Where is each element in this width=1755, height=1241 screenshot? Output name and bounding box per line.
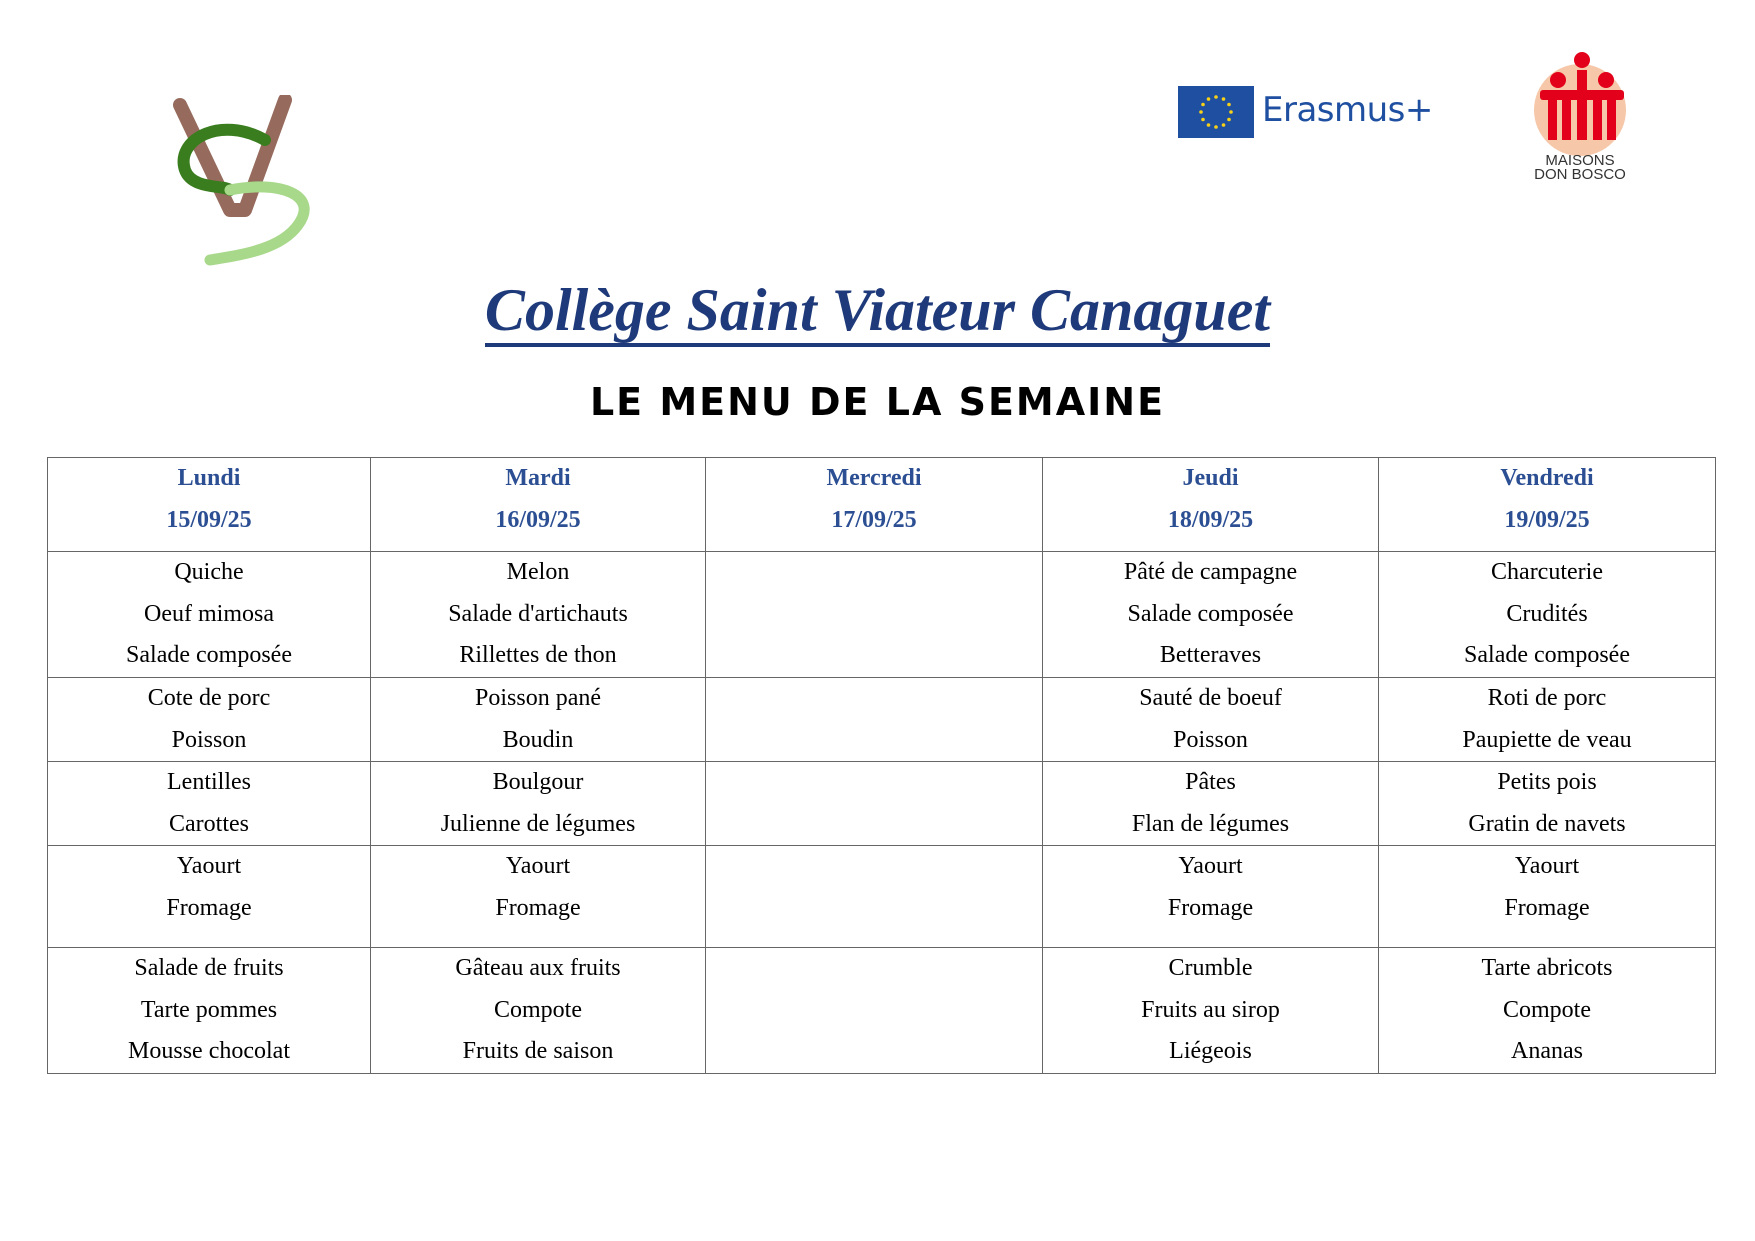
day-date: 17/09/25 [831, 506, 917, 533]
eu-star-icon [1229, 110, 1233, 114]
day-header-vendredi [1379, 458, 1716, 552]
menu-row-dessert [48, 948, 1716, 1074]
menu-item: Compote [494, 996, 582, 1023]
page-title-text: Collège Saint Viateur Canaguet [485, 277, 1270, 347]
menu-item: Mousse chocolat [128, 1038, 290, 1064]
menu-item: Gratin de navets [1468, 810, 1626, 837]
menu-cell [1043, 948, 1379, 1074]
menu-item: Fruits au sirop [1141, 996, 1280, 1023]
menu-row-laitage [48, 846, 1716, 948]
menu-item: Poisson [171, 726, 247, 753]
menu-item: Sauté de boeuf [1139, 685, 1282, 711]
day-date: 16/09/25 [495, 506, 581, 533]
menu-item: Salade composée [126, 642, 292, 668]
menu-cell [1043, 762, 1379, 846]
csv-logo-icon [170, 95, 330, 275]
menu-item: Poisson pané [475, 685, 601, 711]
menu-cell [48, 552, 371, 678]
don-bosco-logo-icon [1520, 50, 1640, 183]
menu-cell [1379, 948, 1716, 1074]
menu-cell [706, 948, 1043, 1074]
menu-item: Fromage [1167, 894, 1254, 921]
menu-item: Boulgour [492, 769, 584, 795]
eu-star-icon [1227, 118, 1231, 122]
page-title [0, 276, 1755, 345]
day-header-jeudi [1043, 458, 1379, 552]
page-subtitle: LE MENU DE LA SEMAINE [589, 380, 1166, 424]
menu-item: Gâteau aux fruits [455, 955, 621, 981]
menu-item: Quiche [174, 559, 244, 585]
menu-item: Boudin [502, 726, 574, 753]
menu-item: Salade d'artichauts [448, 600, 628, 627]
menu-table [47, 457, 1716, 1074]
eu-star-icon [1222, 123, 1226, 127]
day-header-row [48, 458, 1716, 552]
don-bosco-line-2: DON BOSCO [1534, 166, 1626, 183]
eu-star-icon [1199, 110, 1203, 114]
menu-item: Carottes [169, 810, 249, 837]
menu-item: Poisson [1173, 726, 1248, 753]
menu-cell [48, 678, 371, 762]
menu-row-entree [48, 552, 1716, 678]
menu-cell [371, 552, 706, 678]
erasmus-logo [1178, 86, 1438, 142]
menu-row-accompagnement [48, 762, 1716, 846]
menu-item: Salade composée [1127, 600, 1294, 627]
menu-cell [706, 678, 1043, 762]
day-date: 18/09/25 [1167, 506, 1254, 533]
menu-cell [48, 846, 371, 948]
menu-cell [371, 762, 706, 846]
menu-row-plat [48, 678, 1716, 762]
menu-cell [1379, 846, 1716, 948]
menu-item: Charcuterie [1491, 559, 1603, 585]
menu-item: Rillettes de thon [459, 642, 617, 668]
menu-cell [48, 762, 371, 846]
menu-item: Yaourt [505, 853, 571, 879]
menu-item: Flan de légumes [1131, 810, 1290, 837]
menu-cell [48, 948, 371, 1074]
menu-item: Julienne de légumes [440, 810, 636, 837]
day-header-lundi [48, 458, 371, 552]
menu-item: Melon [506, 559, 570, 585]
menu-cell [706, 846, 1043, 948]
eu-star-icon [1207, 123, 1211, 127]
menu-item: Petits pois [1497, 769, 1597, 795]
menu-cell [1379, 552, 1716, 678]
erasmus-label: Erasmus+ [1262, 90, 1433, 130]
day-name: Jeudi [1182, 465, 1239, 491]
menu-cell [1379, 762, 1716, 846]
day-date: 15/09/25 [166, 506, 252, 533]
eu-star-icon [1201, 103, 1205, 107]
menu-item: Yaourt [1514, 853, 1580, 879]
eu-star-icon [1214, 125, 1218, 129]
eu-flag-icon [1178, 86, 1254, 138]
eu-star-icon [1201, 118, 1205, 122]
menu-cell [371, 846, 706, 948]
eu-star-icon [1227, 103, 1231, 107]
menu-cell [1043, 678, 1379, 762]
eu-star-icon [1207, 97, 1211, 101]
menu-item: Yaourt [1178, 853, 1243, 879]
day-name: Lundi [177, 465, 241, 491]
menu-item: Paupiette de veau [1462, 726, 1632, 753]
menu-item: Fromage [166, 894, 252, 921]
day-name: Mardi [505, 465, 571, 491]
day-date: 19/09/25 [1504, 506, 1590, 533]
menu-cell [706, 552, 1043, 678]
menu-item: Fruits de saison [462, 1038, 614, 1064]
menu-cell [706, 762, 1043, 846]
menu-item: Fromage [1504, 894, 1590, 921]
day-name: Vendredi [1500, 465, 1594, 491]
menu-item: Crumble [1168, 955, 1253, 981]
menu-item: Pâté de campagne [1123, 559, 1298, 585]
menu-cell [1043, 846, 1379, 948]
don-bosco-line-1: MAISONS [1545, 152, 1615, 169]
menu-item: Roti de porc [1487, 685, 1607, 711]
menu-cell [371, 678, 706, 762]
menu-cell [371, 948, 706, 1074]
menu-item: Salade de fruits [134, 955, 284, 981]
menu-item: Cote de porc [147, 685, 271, 711]
eu-star-icon [1214, 95, 1218, 99]
menu-item: Lentilles [167, 769, 251, 795]
menu-item: Crudités [1506, 600, 1588, 627]
day-header-mercredi [706, 458, 1043, 552]
menu-item: Fromage [495, 894, 581, 921]
menu-item: Betteraves [1159, 642, 1262, 668]
menu-item: Compote [1503, 996, 1591, 1023]
menu-item: Oeuf mimosa [144, 600, 274, 627]
menu-item: Tarte pommes [140, 996, 278, 1023]
menu-item: Ananas [1511, 1038, 1583, 1064]
menu-item: Tarte abricots [1481, 955, 1613, 981]
menu-cell [1043, 552, 1379, 678]
day-name: Mercredi [826, 465, 922, 491]
menu-item: Pâtes [1185, 769, 1236, 795]
menu-item: Salade composée [1464, 642, 1630, 668]
menu-cell [1379, 678, 1716, 762]
eu-star-icon [1222, 97, 1226, 101]
menu-item: Yaourt [176, 853, 242, 879]
menu-item: Liégeois [1169, 1038, 1252, 1064]
day-header-mardi [371, 458, 706, 552]
